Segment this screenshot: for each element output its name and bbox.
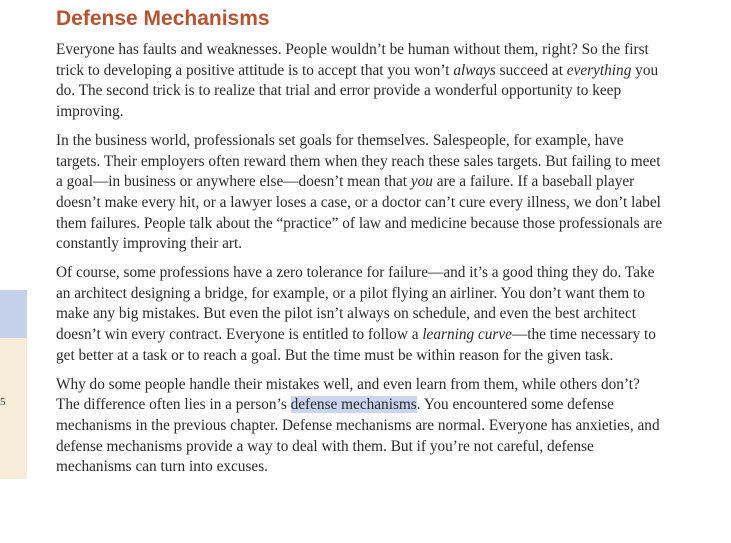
paragraph-1 [56,40,664,123]
paragraph-text: Everyone has faults and weaknesses. People wouldn’t be human without them, right? So the first trick to developing a positive attitude is to accept that you won’t [56,41,649,79]
emphasis-text: everything [566,61,632,79]
paragraph-text: . You encountered some defense mechanisms in the previous chapter. Defense mechanisms are normal. Everyone has anxieties, and defense mechanisms provide a way to deal with them. But if you’re not careful, defense mechanisms can turn into excuses. [56,396,660,476]
sidebar-panel [0,338,27,479]
paragraph-text: In the business world, professionals set goals for themselves. Salespeople, for example, have targets. Their employers often reward them when they reach these sales targets. But failing to meet a goal—in business or anywhere else—doesn’t mean that [56,131,661,191]
emphasis-text: always [453,61,496,79]
emphasis-text: you [410,173,433,191]
highlighted-term[interactable]: defense mechanisms [290,396,417,414]
paragraph-text: —the time necessary to get better at a task or to reach a goal. But the time must be within reason for the given task. [56,326,656,364]
article-content [56,6,664,486]
section-heading: Defense Mechanisms [56,7,270,30]
margin-page-mark: 5 [0,396,6,408]
paragraph-text: Of course, some professions have a zero tolerance for failure—and it’s a good thing they do. Take an architect designing a bridge, for example, or a pilot flying an airliner. You don’t want them to make any big mistakes. But even the pilot isn’t always on schedule, and even the best architect doesn’t win every contract. Everyone is entitled to follow a [56,264,655,344]
paragraph-text: Why do some people handle their mistakes well, and even learn from them, while others don’t? The difference often lies in a person’s [56,375,640,414]
paragraph-4 [56,375,664,479]
sidebar-highlight-block [0,290,27,338]
emphasis-text: learning curve [422,326,512,344]
paragraph-text: you do. The second trick is to realize that trial and error provide a wonderful opportunity to keep improving. [56,61,659,121]
paragraph-text: succeed at [495,61,567,79]
paragraph-2 [56,131,664,255]
paragraph-3 [56,263,664,367]
paragraph-text: are a failure. If a baseball player doesn’t make every hit, or a lawyer loses a case, or a doctor can’t cure every illness, we don’t label them failures. People talk about the “practice” of law and medicine because those professionals are constantly improving their art. [56,173,663,253]
